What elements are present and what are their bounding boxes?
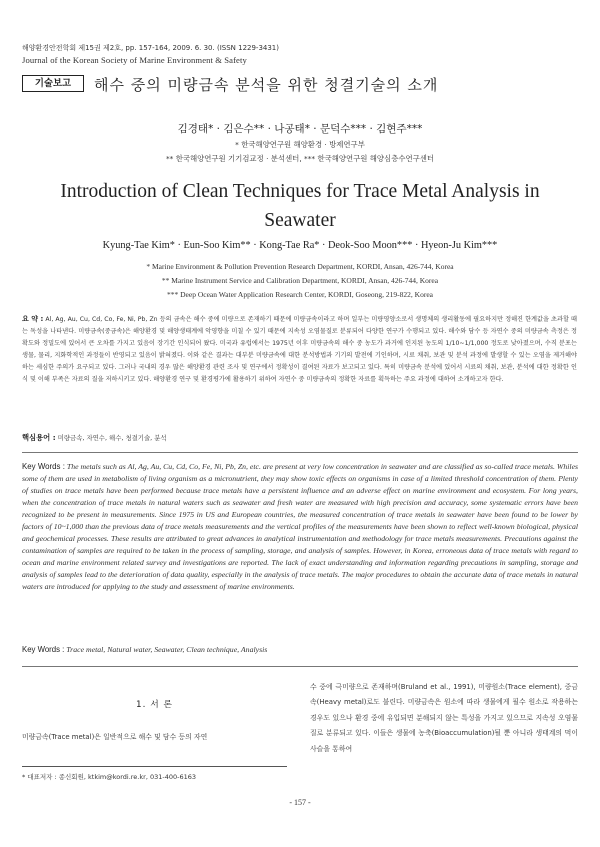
authors-korean: 김경태* · 김은수** · 나공태* · 문덕수*** · 김현주***: [177, 123, 423, 135]
abstract-korean: [22, 313, 577, 387]
affiliation-korean-1: * 한국해양연구원 해양환경 · 방제연구부: [235, 140, 365, 149]
abstract-korean-text: Al, Ag, Au, Cu, Cd, Co, Fe, Ni, Pb, Zn 등의 금속은 해수 중에 미량으로 존재하기 때문에 미량금속이라고 하며 일부는 미량영양소로서 생명체의 생리활동에 필요하지만 정해진 한계값을 초과할 때는 독성을 나타낸다. 미량금속(중금속)은 해양환경 및 해양생태계에 악영향을 미칠 수 있기 때문에 지속성 오염물질로 분류되어 다양한 연구가 수행되고 있다. 해수와 담수 등 자연수 중의 미량금속 측정은 정확도와 정밀도에 있어서 큰 오차를 가지고 있음이 장기간 인식되어 왔다. 미국과 유럽에서는 1975년 이후 미량금속의 해수 중 농도가 과거에 인지된 농도의 1/10~1/1,000 정도로 낮아졌으며, 수직 분포는 생물, 물리, 지화학적인 과정들이 반영되고 있음이 밝혀졌다. 이와 같은 결과는 대부분 미량금속에 대한 분석방법과 기기의 발전에 기인하며, 시료 채취, 보관 및 분석 과정에 발생할 수 있는 오염을 제거해야 하는 세심한 주의가 요구되고 있다. 그러나 국내의 경우 많은 해양환경 관련 조사 및 연구에서 정확성이 결여된 자료가 보고되고 있다. 특히 미량금속 분석에 있어서 시료의 채취, 보관, 분석에 대한 정확한 인식 및 이해 부족은 자료의 질을 저하시키고 있다. 해양환경 연구 및 환경평가에 활용하기 위하여 자연수 중 미량금속의 정확한 자료를 획득하는 주요 과정에 대하여 소개하고자 한다.: [22, 316, 577, 384]
abstract-english-text: The metals such as Al, Ag, Au, Cu, Cd, Co, Fe, Ni, Pb, Zn, etc. are present at very low concentration in seawater and are classified as so-called trace metals. Whiles some of them are used in metabolism of living organism as a micronutrient, they may show toxic effects on organisms in case of a limited threshold concentration of them. Plenty of studies on trace metals have been performed because trace metals have a persistent influence and an adverse effect on marine environment and ecosystem. For long years, when the concentration of trace metals in natural waters such as seawater and fresh water are measured with high precision and accuracy, some systematic errors have been recognized to be present in measurements. Since 1975 in US and European countries, the measured concentration of trace metals in seawater have been found to be lower by factors of 10~1,000 than the previous data of trace metals measurements and the vertical profiles of the measurements have been shown to reflect well-known biological, physical and geochemical processes. These results are attributed to great advances in analytical instrumentation and methodology for trace metals measurements. Precautions against the contamination of samples are required to be taken in the process of sampling, storage, and analysis of samples. However, in Korea, erroneous data of trace metals with regard to ocean and marine environment related survey and investigations are reported. The lack of exact understanding and information regarding precautions in sampling, storage and analysis of samples lead to the deterioration of data quality, especially in the analysis of trace metals. The major procedures to obtain the accurate data of trace metals in natural waters are introduced for applying to the study and assessment of marine environments.: [22, 462, 579, 591]
title-english: Introduction of Clean Techniques for Trace Metal Analysis in Seawater: [60, 181, 540, 231]
divider-top: [22, 452, 578, 453]
keywords-korean: [22, 433, 167, 443]
footnote-corresponding-author: * 대표저자 : 종신회원, ktkim@kordi.re.kr, 031-400-6163: [22, 773, 196, 781]
abstract-english-label: Key Words :: [22, 462, 65, 471]
journal-header: [22, 42, 279, 66]
keywords-english-text: Trace metal, Natural water, Seawater, Clean technique, Analysis: [66, 645, 268, 654]
keywords-english-label: Key Words :: [22, 645, 65, 654]
body-text-right-column: 수 중에 극미량으로 존재하며(Bruland et al., 1991), 미량원소(Trace element), 중금속(Heavy metal)로도 불린다. 미량금속은 원소에 따라 생물에게 필수 원소로 작용하는 경우도 있으나 환경 중에 유입되면 분해되지 않는 특성을 가지고 있으므로 지속성 오염물질로 분류되고 있다. 이들은 생물에 농축(Bioaccumulation)될 뿐 아니라 생태계의 먹이사슬을 통하여: [310, 683, 578, 753]
article-type-tag: 기술보고: [22, 75, 84, 92]
section-heading-introduction: 1. 서 론: [136, 700, 173, 710]
journal-name: Journal of the Korean Society of Marine Environment & Safety: [22, 55, 247, 65]
title-korean: 해수 중의 미량금속 분석을 위한 청결기술의 소개: [94, 76, 439, 94]
keywords-korean-text: 미량금속, 자연수, 해수, 청결기술, 분석: [57, 434, 167, 442]
affiliation-english-2: ** Marine Instrument Service and Calibration Department, KORDI, Ansan, 426-744, Korea: [161, 276, 439, 285]
body-text-left-column: 미량금속(Trace metal)은 일반적으로 해수 및 담수 등의 자연: [22, 733, 208, 741]
authors-english: Kyung-Tae Kim* · Eun-Soo Kim** · Kong-Tae Ra* · Deok-Soo Moon*** · Hyeon-Ju Kim***: [102, 240, 498, 251]
journal-citation: 해양환경안전학회 제15권 제2호, pp. 157-164, 2009. 6. 30. (ISSN 1229-3431): [22, 44, 279, 52]
keywords-korean-label: 핵심용어 :: [22, 433, 56, 442]
abstract-korean-label: 요 약 :: [22, 315, 44, 323]
page-number: - 157 -: [289, 798, 311, 807]
affiliation-korean-2: ** 한국해양연구원 기기검교정 · 분석센터, *** 한국해양연구원 해양심층수연구센터: [165, 154, 435, 163]
affiliation-english-1: * Marine Environment & Pollution Prevention Research Department, KORDI, Ansan, 426-744, Korea: [146, 262, 454, 271]
abstract-english: [22, 461, 578, 592]
keywords-english: [22, 645, 267, 654]
affiliation-english-3: *** Deep Ocean Water Application Research Center, KORDI, Goseong, 219-822, Korea: [167, 290, 433, 299]
footnote-divider: [22, 766, 287, 767]
divider-bottom: [22, 666, 578, 667]
